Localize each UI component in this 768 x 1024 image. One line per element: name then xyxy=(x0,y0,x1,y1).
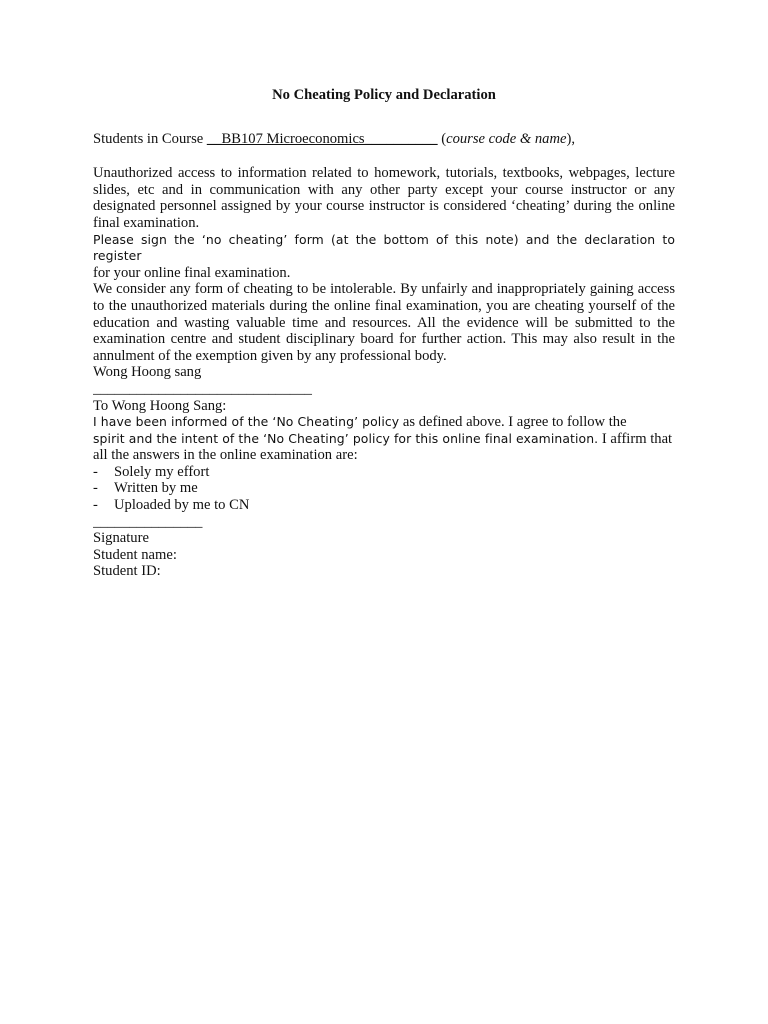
student-id-label: Student ID: xyxy=(93,563,161,580)
list-dash: - xyxy=(93,463,98,480)
declaration-addressee: To Wong Hoong Sang: xyxy=(93,397,227,414)
course-hint-open: ( xyxy=(437,130,447,147)
course-prefix: Students in Course xyxy=(93,130,207,147)
policy-paragraph-1: Unauthorized access to information related to homework, tutorials, textbooks, webpages, lecture slides, etc and in communication with any other party except your course instructor or any designated personnel assigned by your course instructor is considered ‘cheating’ during the online final examination. xyxy=(93,165,675,231)
document-page xyxy=(93,87,675,580)
signature-label: Signature xyxy=(93,530,149,547)
list-dash: - xyxy=(93,497,98,514)
policy-paragraph-2b: for your online final examination. xyxy=(93,264,291,281)
list-item xyxy=(93,464,675,481)
list-item-text: Solely my effort xyxy=(114,463,210,480)
declaration-list xyxy=(93,464,675,514)
policy-paragraph-3: We consider any form of cheating to be intolerable. By unfairly and inappropriately gaining access to the unauthorized materials during the online final examination, you are cheating yourself of the education and wasting valuable time and resources. All the evidence will be submitted to the examination centre and student disciplinary board for further action. This may also result in the annulment of the exemption given by any professional body. xyxy=(93,281,675,364)
declaration-line-3: all the answers in the online examination are: xyxy=(93,447,358,464)
document-title: No Cheating Policy and Declaration xyxy=(272,87,496,103)
course-code-name: __BB107 Microeconomics__________ xyxy=(206,130,438,147)
student-signature-line: _______________ xyxy=(93,513,203,530)
list-item xyxy=(93,480,675,497)
instructor-name: Wong Hoong sang xyxy=(93,364,202,381)
list-item xyxy=(93,497,675,514)
declaration-line-1b: as defined above. I agree to follow the xyxy=(399,414,627,431)
course-hint-close: ), xyxy=(566,130,575,147)
student-name-label: Student name: xyxy=(93,546,177,563)
policy-paragraph-2a: Please sign the ‘no cheating’ form (at the bottom of this note) and the declaration to register xyxy=(93,231,675,264)
list-item-text: Written by me xyxy=(114,480,198,497)
list-dash: - xyxy=(93,480,98,497)
declaration-line-2b: I affirm that xyxy=(598,430,673,447)
course-line xyxy=(93,131,675,148)
declaration-line-1 xyxy=(93,414,675,431)
course-hint: course code & name xyxy=(446,130,567,147)
declaration-line-1a: I have been informed of the ‘No Cheating’ policy xyxy=(93,414,400,430)
declaration-line-2a: spirit and the intent of the ‘No Cheating’ policy for this online final examination. xyxy=(93,430,599,446)
instructor-signature-line: ______________________________ xyxy=(93,380,312,397)
declaration-line-2 xyxy=(93,431,675,448)
list-item-text: Uploaded by me to CN xyxy=(114,497,250,514)
